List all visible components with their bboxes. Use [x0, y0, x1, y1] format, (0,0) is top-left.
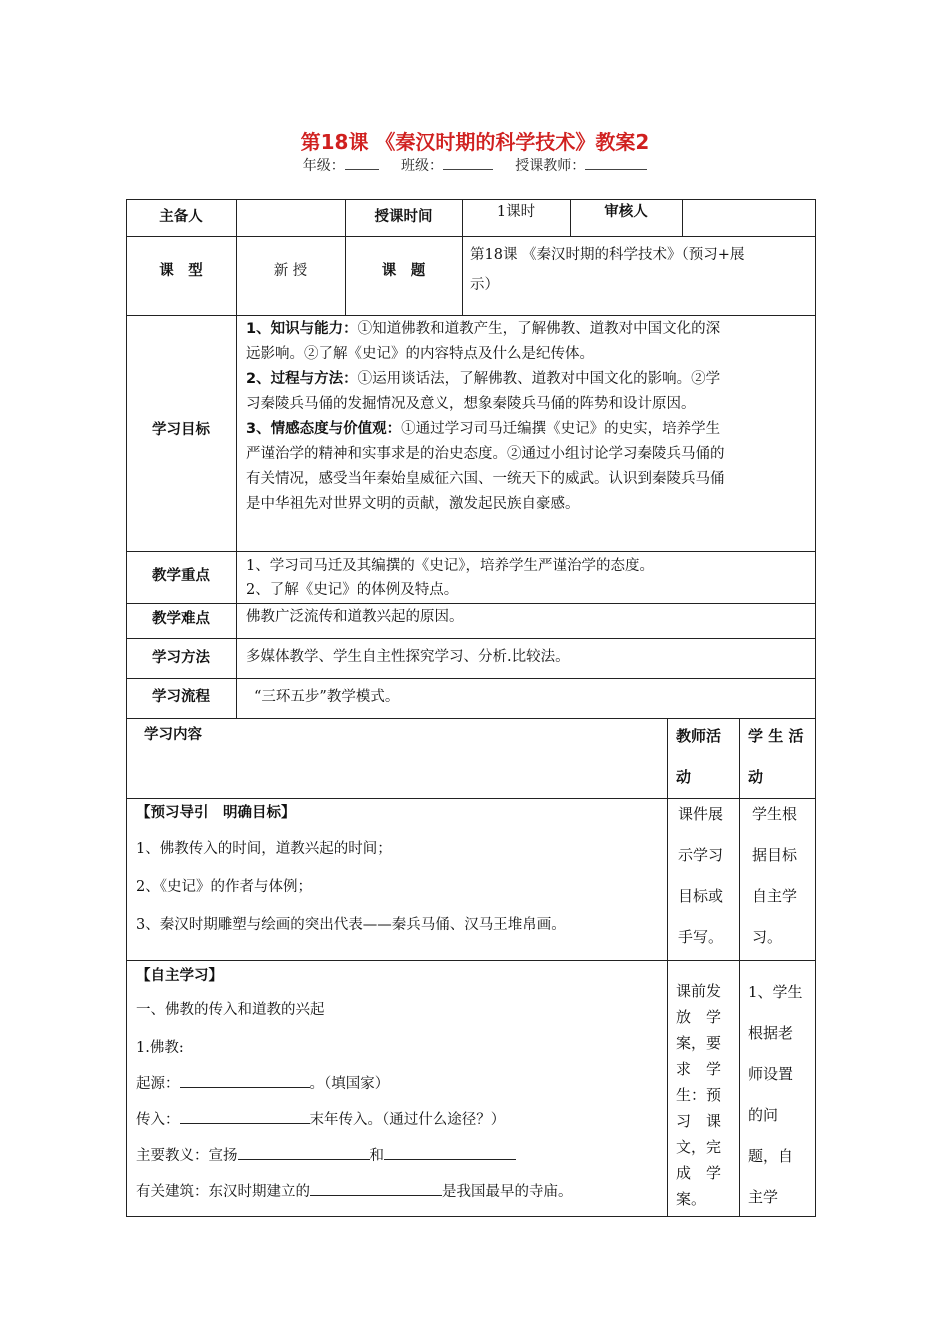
- doctrine-blank-2[interactable]: [384, 1145, 516, 1160]
- self-study-sub: 1.佛教:: [136, 1040, 184, 1056]
- process-label: 学习流程: [152, 689, 210, 705]
- topic-line-2: 示）: [470, 277, 499, 293]
- subtitle-line: [0, 155, 950, 175]
- key-line-1: 1、学习司马迁及其编撰的《史记》，培养学生严谨治学的态度。: [246, 558, 654, 574]
- goal3-line1: ①通过学习司马迁编撰《史记》的史实，培养学生: [401, 421, 721, 437]
- origin-line: 起源： 。（填国家）: [136, 1066, 666, 1102]
- doctrine-blank-1[interactable]: [238, 1145, 370, 1160]
- key-content: [246, 554, 812, 602]
- class-blank: [443, 157, 493, 170]
- spread-blank[interactable]: [180, 1109, 310, 1124]
- goal3-line3: 有关情况，感受当年秦始皇威征六国、一统天下的威武。认识到秦陵兵马俑: [246, 471, 725, 487]
- topic-value: [470, 240, 815, 300]
- key-label: 教学重点: [152, 568, 210, 584]
- goal2-line1: ①运用谈话法，了解佛教、道教对中国文化的影响。②学: [357, 371, 721, 387]
- teacher-blank: [585, 157, 647, 170]
- grade-label: 年级：: [302, 158, 345, 174]
- teacher-label: 授课教师：: [515, 158, 586, 174]
- difficulty-value: 佛教广泛流传和道教兴起的原因。: [246, 609, 464, 625]
- goal3-line2: 严谨治学的精神和实事求是的治史态度。②通过小组讨论学习秦陵兵马俑的: [246, 446, 725, 462]
- goal1-head: 1、知识与能力：: [246, 321, 358, 337]
- self-study-section: 一、佛教的传入和道教的兴起: [136, 1002, 325, 1018]
- reviewer-label: 审核人: [604, 204, 648, 220]
- preview-student-activity: 学生根 据目标 自主学 习。: [752, 805, 798, 946]
- goal1-line2: 远影响。②了解《史记》的内容特点及什么是纪传体。: [246, 346, 594, 362]
- preview-heading: 【预习导引 明确目标】: [136, 805, 296, 821]
- self-study-content: [136, 962, 666, 1210]
- topic-line-1: 第18课 《秦汉时期的科学技术》（预习+展: [470, 247, 745, 263]
- type-value: 新 授: [273, 263, 308, 279]
- preview-item-2: 2、《史记》的作者与体例；: [136, 879, 312, 895]
- page-title: 第18课 《秦汉时期的科学技术》教案2: [300, 130, 650, 154]
- building-blank[interactable]: [310, 1181, 442, 1196]
- goal3-line4: 是中华祖先对世界文明的贡献，激发起民族自豪感。: [246, 496, 580, 512]
- spread-line: 传入： 末年传入。（通过什么途径？）: [136, 1102, 666, 1138]
- class-label: 班级：: [401, 158, 443, 174]
- grade-blank: [345, 157, 379, 170]
- method-label: 学习方法: [152, 650, 210, 666]
- self-study-student-activity: 1、学生 根据老 师设置 的问 题，自 主学: [748, 983, 803, 1206]
- preview-teacher-activity: 课件展 示学习 目标或 手写。: [678, 805, 724, 946]
- preview-item-3: 3、秦汉时期雕塑与绘画的突出代表——秦兵马俑、汉马王堆帛画。: [136, 917, 566, 933]
- time-value: 1课时: [496, 204, 536, 220]
- goal2-head: 2、过程与方法：: [246, 371, 358, 387]
- goal2-line2: 习秦陵兵马俑的发掘情况及意义，想象秦陵兵马俑的阵势和设计原因。: [246, 396, 696, 412]
- origin-blank[interactable]: [180, 1073, 310, 1088]
- goal3-head: 3、情感态度与价值观：: [246, 421, 402, 437]
- preview-content: [136, 796, 666, 944]
- topic-label: 课 题: [381, 263, 426, 279]
- type-label: 课 型: [159, 263, 203, 279]
- doctrine-line: 主要教义：宣扬 和: [136, 1138, 666, 1174]
- goal1-line1: ①知道佛教和道教产生，了解佛教、道教对中国文化的深: [357, 321, 721, 337]
- goals-content: [246, 317, 812, 517]
- time-label: 授课时间: [374, 209, 433, 225]
- student-activity-header: 学 生 活 动: [748, 727, 804, 786]
- difficulty-label: 教学难点: [152, 611, 210, 627]
- method-value: 多媒体教学、学生自主性探究学习、分析.比较法。: [246, 649, 570, 665]
- teacher-activity-header: 教师活 动: [676, 727, 722, 786]
- process-value: “三环五步”教学模式。: [254, 689, 400, 705]
- self-study-teacher-activity: 课前发 放 学 案，要 求 学 生：预 习 课 文，完 成 学 案。: [676, 982, 722, 1208]
- preview-item-1: 1、佛教传入的时间，道教兴起的时间；: [136, 841, 392, 857]
- preparer-label: 主备人: [159, 209, 203, 225]
- content-header: 学习内容: [144, 727, 202, 743]
- self-study-heading: 【自主学习】: [136, 968, 223, 984]
- key-line-2: 2、了解《史记》的体例及特点。: [246, 582, 459, 598]
- goals-label: 学习目标: [152, 422, 210, 438]
- building-line: 有关建筑：东汉时期建立的 是我国最早的寺庙。: [136, 1174, 666, 1210]
